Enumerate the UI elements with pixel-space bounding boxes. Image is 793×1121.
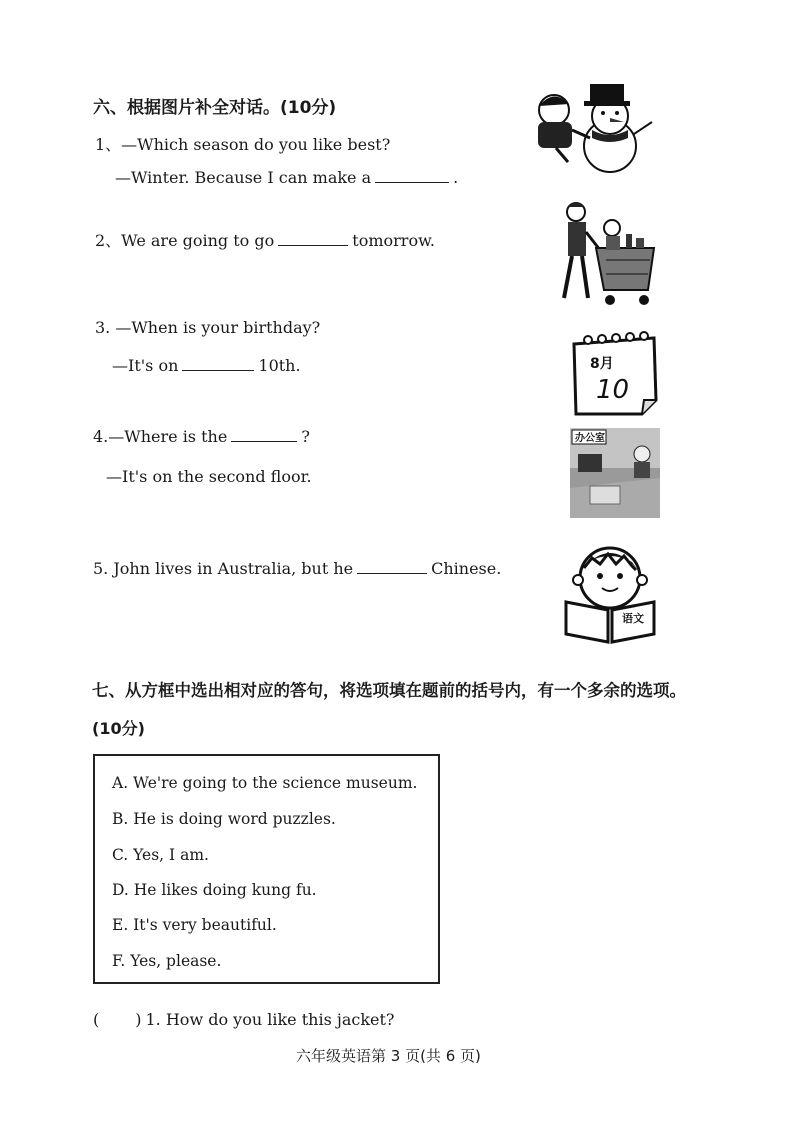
q1-question: 1、—Which season do you like best? (95, 135, 391, 154)
q5-line (93, 559, 501, 578)
office-sign: 办公室 (575, 433, 605, 444)
q2-pre: 2、We are going to go (95, 231, 275, 250)
q2-line (95, 228, 435, 251)
s7-q1-paren-open: ( (93, 1010, 100, 1029)
option-a: A. We're going to the science museum. (112, 774, 418, 792)
options-box (93, 754, 440, 984)
snowman-picture (528, 82, 656, 180)
shopping-picture (556, 198, 661, 310)
q1-blank[interactable] (375, 168, 449, 183)
q1-answer-pre: —Winter. Because I can make a (115, 168, 372, 187)
option-f: F. Yes, please. (112, 952, 222, 970)
q3-answer (112, 356, 301, 375)
boy-reading-picture (562, 540, 658, 644)
q4-question (93, 427, 310, 446)
option-d: D. He likes doing kung fu. (112, 881, 317, 899)
calendar-day: 10 (596, 375, 630, 405)
q3-answer-pre: —It's on (112, 356, 179, 375)
q3-question: 3. —When is your birthday? (95, 318, 321, 337)
option-b: B. He is doing word puzzles. (112, 810, 336, 828)
q4-blank[interactable] (231, 427, 297, 442)
option-e: E. It's very beautiful. (112, 916, 277, 934)
page-footer: 六年级英语第 3 页(共 6 页) (296, 1047, 481, 1065)
q4-answer: —It's on the second floor. (106, 467, 312, 486)
section7-title: 七、从方框中选出相对应的答句，将选项填在题前的括号内，有一个多余的选项。 (92, 681, 686, 700)
q4-question-post: ? (301, 427, 310, 446)
s7-q1-paren-close: ) (135, 1010, 142, 1029)
q5-post: Chinese. (431, 559, 502, 578)
q4-question-pre: 4.—Where is the (93, 427, 228, 446)
q1-answer-post: . (453, 168, 459, 187)
q3-answer-post: 10th. (258, 356, 301, 375)
q3-blank[interactable] (182, 356, 254, 371)
book-text: 语文 (622, 612, 644, 625)
q2-blank[interactable] (278, 231, 348, 246)
s7-q1 (93, 1010, 395, 1029)
section6-title: 六、根据图片补全对话。(10分) (93, 98, 337, 118)
s7-q1-text: 1. How do you like this jacket? (145, 1010, 395, 1029)
office-picture (570, 428, 660, 518)
option-c: C. Yes, I am. (112, 846, 209, 864)
calendar-picture (566, 330, 662, 422)
section7-score: (10分) (92, 719, 145, 738)
q5-blank[interactable] (357, 559, 427, 574)
calendar-month: 8月 (590, 356, 614, 372)
q2-post: tomorrow. (352, 231, 435, 250)
q5-pre: 5. John lives in Australia, but he (93, 559, 354, 578)
q1-answer (115, 168, 458, 187)
